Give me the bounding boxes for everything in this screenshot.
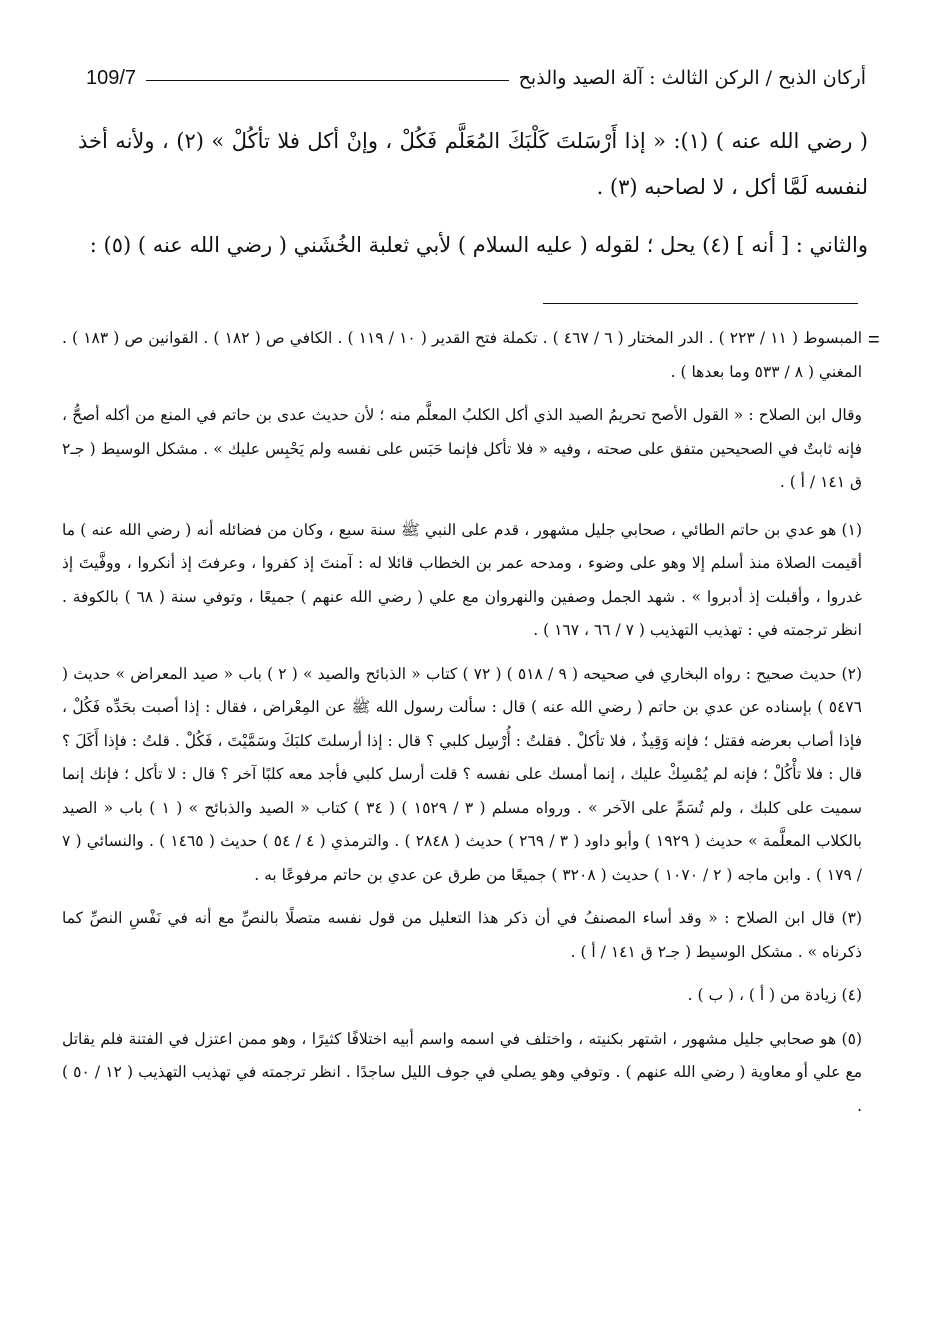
- main-paragraph: ( رضي الله عنه ) (١): « إذا أَرْسَلتَ كَلْبَكَ المُعَلَّم فَكُلْ ، وإنْ أكل فلا تأكُلْ » (٢) ، ولأنه أخذ لنفسه لَمَّا أكل ، لا لصاحبه (٣) .: [78, 129, 869, 199]
- footnote-1: (١) هو عدي بن حاتم الطائي ، صحابي جليل مشهور ، قدم على النبي ﷺ سنة سبع ، وكان من فضائله أنه ( رضي الله عنه ) ما أقيمت الصلاة منذ أسلم إلا وهو على وضوء ، ومدحه عمر بن الخطاب قائلا له : آمنتَ إذ كفروا ، وعرفتَ إذ أنكروا ، ووفَّيتَ إذ غدروا ، وأقبلت إذ أدبروا » . شهد الجمل وصفين والنهروان مع علي ( رضي الله عنهم ) جميعًا ، وتوفي سنة ( ٦٨ ) بالكوفة . انظر ترجمته في : تهذيب التهذيب ( ٧ / ٦٦ ، ١٦٧ ) .: [62, 520, 862, 639]
- footnotes: [62, 322, 862, 1133]
- footnote-4: (٤) زيادة من ( أ ) ، ( ب ) .: [687, 986, 862, 1004]
- header-rule: [146, 80, 509, 81]
- main-text: [78, 118, 868, 268]
- page-header: [86, 58, 866, 98]
- running-title: أركان الذبح / الركن الثالث : آلة الصيد والذبح: [518, 67, 866, 89]
- main-paragraph: والثاني : [ أنه ] (٤) يحل ؛ لقوله ( عليه السلام ) لأبي ثعلبة الخُشَني ( رضي الله عنه ) (٥) :: [89, 233, 868, 257]
- footnote-separator: [543, 303, 858, 304]
- page-number: 109/7: [86, 66, 137, 89]
- footnote-continuation-mark: =: [868, 329, 880, 351]
- footnote-2: (٢) حديث صحيح : رواه البخاري في صحيحه ( ٩ / ٥١٨ ) ( ٧٢ ) كتاب « الذبائح والصيد » ( ٢ ) باب « صيد المعراض » حديث ( ٥٤٧٦ ) بإسناده عن عدي بن حاتم ( رضي الله عنه ) قال : سألت رسول الله ﷺ عن المِعْراض ، فقال : إذا أصبت بحَدِّه فَكُلْ ، فإذا أصاب بعرضه فقتل ؛ فإنه وَقِيذٌ ، فلا تأكلْ . فقلتُ : أُرْسِل كلبي ؟ قال : إذا أرسلتَ كلبَكَ وسَمَّيْتَ ، فَكُلْ . قلتُ : فإذا أَكَلَ ؟ قال : فلا تأْكُلْ ؛ فإنه لم يُمْسِكْ عليك ، إنما أمسك على نفسه ؟ قلت أرسل كلبي فأجد معه كلبًا آخر ؟ قال : لا تأكل ؛ فإنك إنما سميت على كلبك ، ولم تُسَمِّ على الآخر » . ورواه مسلم ( ٣ / ١٥٢٩ ) ( ٣٤ ) كتاب « الصيد والذبائح » ( ١ ) باب « الصيد بالكلاب المعلَّمة » حديث ( ١٩٢٩ ) وأبو داود ( ٣ / ٢٦٩ ) حديث ( ٢٨٤٨ ) . والترمذي ( ٤ / ٥٤ ) حديث ( ١٤٦٥ ) . والنسائي ( ٧ / ١٧٩ ) . وابن ماجه ( ٢ / ١٠٧٠ ) حديث ( ٣٢٠٨ ) جميعًا من طرق عن عدي بن حاتم مرفوعًا به .: [62, 664, 862, 884]
- footnote-continuation: وقال ابن الصلاح : « القول الأصح تحريمُ الصيد الذي أكل الكلبُ المعلَّم منه ؛ لأن حديث عدى بن حاتم في المنع من أكله أصحُّ ، فإنه ثابتٌ في الصحيحين متفق على صحته ، وفيه « فلا تأكل فإنما حَبَس على نفسه ولم يَحْبِس عليك » . مشكل الوسيط ( جـ٢ ق ١٤١ / أ ) .: [62, 406, 862, 491]
- footnote-3: (٣) قال ابن الصلاح : « وقد أساء المصنفُ في أن ذكر هذا التعليل من قول نفسه متصلًا بالنصِّ مع أنه في نَفْسِ النصِّ كما ذكرناه » . مشكل الوسيط ( جـ٢ ق ١٤١ / أ ) .: [62, 909, 862, 961]
- footnote-continuation: المبسوط ( ١١ / ٢٢٣ ) . الدر المختار ( ٦ / ٤٦٧ ) . تكملة فتح القدير ( ١٠ / ١١٩ ) . الكافي ص ( ١٨٢ ) . القوانين ص ( ١٨٣ ) . المغني ( ٨ / ٥٣٣ وما بعدها ) .: [62, 329, 862, 381]
- footnote-5: (٥) هو صحابي جليل مشهور ، اشتهر بكنيته ، واختلف في اسمه واسم أبيه اختلافًا كثيرًا ، وهو ممن اعتزل في الفتنة فلم يقاتل مع علي أو معاوية ( رضي الله عنهم ) . وتوفي وهو يصلي في جوف الليل ساجدًا . انظر ترجمته في تهذيب التهذيب ( ١٢ / ٥٠ ) .: [62, 1029, 863, 1115]
